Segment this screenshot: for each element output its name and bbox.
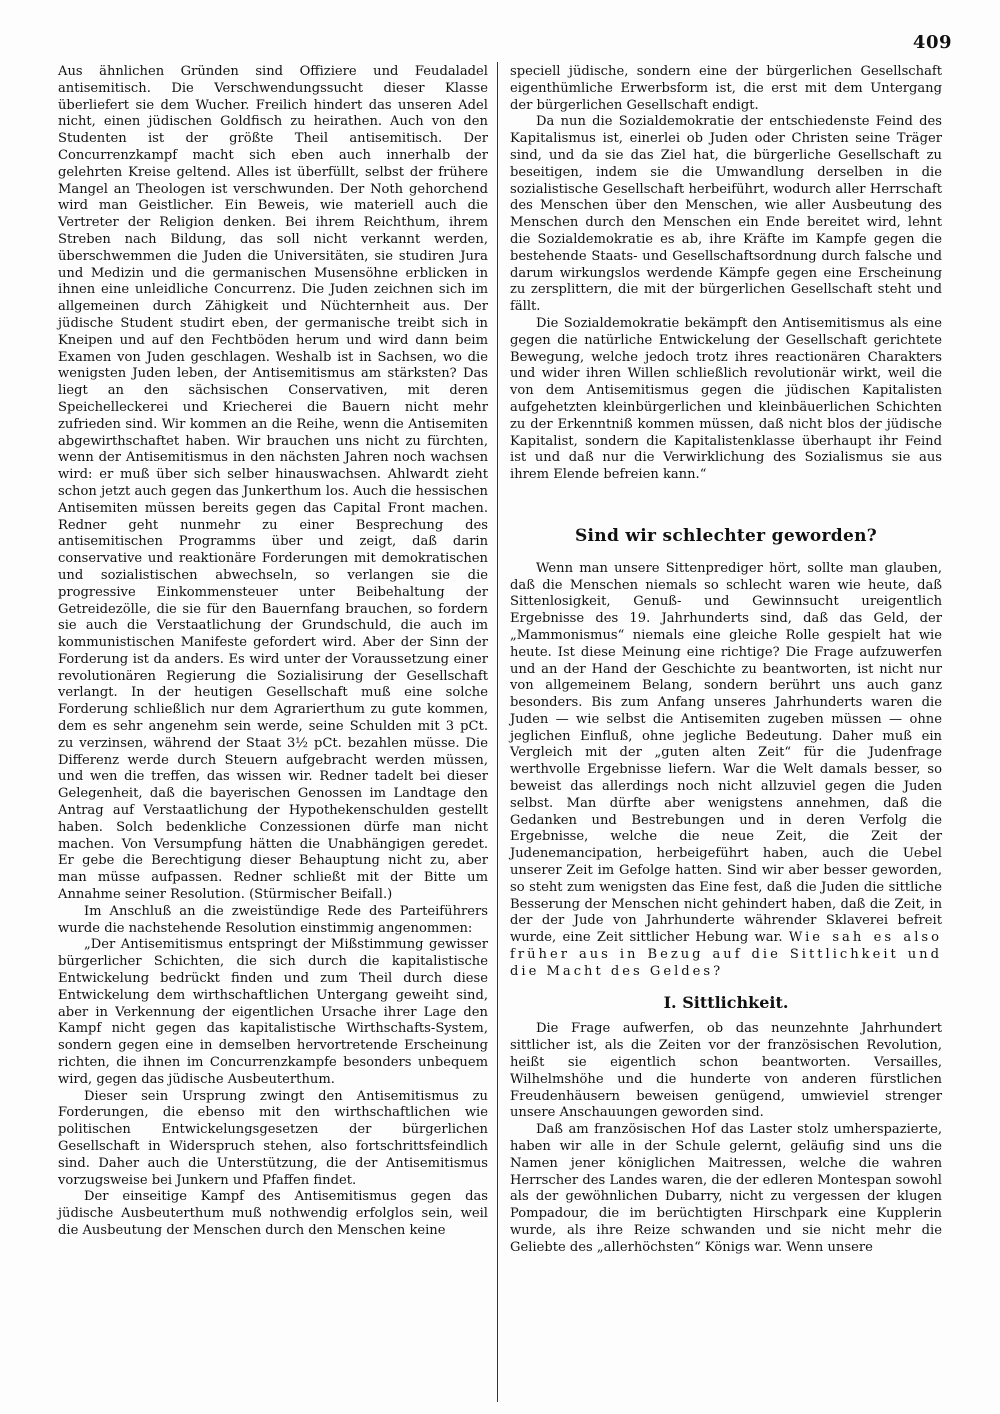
paragraph: Aus ähnlichen Gründen sind Offiziere und Feudaladel antisemitisch. Die Verschwendungssucht dieser Klasse überliefert sie dem Wucher. Freilich hindert das unseren Adel nicht, einen jüdischen Goldfisch zu heirathen. Auch von den Studenten ist der größte Theil antisemitisch. Der Concurrenzkampf macht sich eben auch innerhalb der gelehrten Kreise geltend. Alles ist überfüllt, selbst der frühere Mangel an Theologen ist verschwunden. Der Noth gehorchend wird man Geistlicher. Ein Beweis, wie materiell auch die Vertreter der Religion denken. Bei ihrem Reichthum, ihrem Streben nach Bildung, das soll nicht verkannt werden, überschwemmen die Juden die Universitäten, sie studiren Jura und Medizin und die germanischen Musensöhne erblicken in ihnen eine unleidliche Concurrenz. Die Juden zeichnen sich im allgemeinen durch Zähigkeit und Nüchternheit aus. Der jüdische Student studirt eben, der germanische treibt sich in Kneipen und auf den Fechtböden herum und wird dann beim Examen von Juden geschlagen. Weshalb ist in Sachsen, wo die wenigsten Juden leben, der Antisemitismus am stärksten? Das liegt an den sächsischen Conservativen, mit deren Speichelleckerei und Kriecherei die Bauern nicht mehr zufrieden sind. Wir kommen an die Reihe, wenn die Antisemiten abgewirthschaftet haben. Wir brauchen uns nicht zu fürchten, wenn der Antisemitismus in den nächsten Jahren noch wachsen wird: er muß über sich selber hinauswachsen. Ahlwardt zieht schon jetzt auch gegen das Junkerthum los. Auch die hessischen Antisemiten müssen bereits gegen das Capital Front machen. Redner geht nunmehr zu einer Besprechung des antisemitischen Programms über und zeigt, daß darin conservative und reaktionäre Forderungen mit demokratischen und sozialistischen abwechseln, so verlangen sie die progressive Einkommensteuer unter Beibehaltung der Getreidezölle, die sie für den Bauernfang brauchen, so fordern sie auch die Verstaatlichung der Grundschuld, die auch im kommunistischen Manifeste gefordert wird. Aber der Sinn der Forderung ist da anders. Es wird unter der Voraussetzung einer revolutionären Regierung die Sozialisirung der Gesellschaft verlangt. In der heutigen Gesellschaft muß eine solche Forderung schließlich nur dem Agrarierthum zu gute kommen, dem es sehr angenehm sein werde, seine Schulden mit 3 pCt. zu verzinsen, während der Staat 3½ pCt. bezahlen müsse. Die Differenz werde durch Steuern aufgebracht werden müssen, und wen die treffen, das wissen wir. Redner tadelt bei dieser Gelegenheit, daß die bayerischen Genossen im Landtage den Antrag auf Verstaatlichung der Hypothekenschulden gestellt haben. Solch bedenkliche Conzessionen dürfe man nicht machen. Von Versumpfung hätten die Unabhängigen geredet. Er gebe die Berechtigung dieser Behauptung nicht zu, aber man müsse aufpassen. Redner schließt mit der Bitte um Annahme seiner Resolution. (Stürmischer Beifall.) xyxy=(58,64,488,903)
article-paragraph: Die Frage aufwerfen, ob das neunzehnte Jahrhundert sittlicher ist, als die Zeiten vor der französischen Revolution, heißt sie eigentlich schon beantworten. Versailles, Wilhelmshöhe und die hunderte von anderen fürstlichen Freudenhäusern beweisen genügend, umwieviel strenger unsere Anschauungen geworden sind. xyxy=(510,1021,942,1121)
page-number: 409 xyxy=(912,32,952,53)
spaced-emphasis-text: Wie sah es also früher aus in Bezug auf die Sittlichkeit und die Macht des Geldes? xyxy=(510,930,942,979)
article-heading: Sind wir schlechter geworden? xyxy=(574,525,878,546)
section-heading: I. Sittlichkeit. xyxy=(663,992,789,1012)
paragraph-text: Wenn man unsere Sittenprediger hört, sollte man glauben, daß die Menschen niemals so schlecht waren wie heute, daß Sittenlosigkeit, Genuß- und Gewinnsucht ureigentlich Ergebnisse des 19. Jahrhunderts sind, daß das Geld, der „Mammonismus“ niemals eine gleiche Rolle gespielt hat wie heute. Ist diese Meinung eine richtige? Die Frage aufzuwerfen und an der Hand der Geschichte zu beantworten, ist nicht nur von allgemeinem Belang, sondern berührt uns auch ganz besonders. Bis zum Anfang unseres Jahrhunderts waren die Juden — wie selbst die Antisemiten zugeben müssen — ohne jeglichen Einfluß, ohne jegliche Bedeutung. Daher muß ein Vergleich mit der „guten alten Zeit“ für die Judenfrage werthvolle Ergebnisse liefern. War die Welt damals besser, so beweist das allerdings noch nicht allzuviel gegen die Juden selbst. Man dürfte aber wenigstens annehmen, daß die Gedanken und Bestrebungen und in deren Verfolg die Ergebnisse, welche die neue Zeit, die Zeit der Judenemancipation, herbeigeführt haben, auch die Uebel unserer Zeit im Gefolge hatten. Sind wir aber besser geworden, so steht zum wenigsten das Eine fest, daß die Juden die sittliche Besserung der Menschen nicht gehindert haben, daß die Zeit, in der der Jude von Jahrhunderte währender Sklaverei befreit wurde, eine Zeit sittlicher Hebung war. xyxy=(510,560,942,946)
column-divider xyxy=(497,62,498,1402)
resolution-paragraph: „Der Antisemitismus entspringt der Mißstimmung gewisser bürgerlicher Schichten, die sich durch die kapitalistische Entwickelung bedrückt finden und zum Theil durch diese Entwickelung dem wirthschaftlichen Untergang geweiht sind, aber in Verkennung der eigentlichen Ursache ihrer Lage den Kampf nicht gegen das kapitalistische Wirthschafts-System, sondern gegen eine in demselben hervortretende Erscheinung richten, die ihnen im Concurrenzkampfe besonders unbequem wird, gegen das jüdische Ausbeuterthum. xyxy=(58,937,488,1087)
article-paragraph: Daß am französischen Hof das Laster stolz umherspazierte, haben wir alle in der Schule gelernt, geläufig sind uns die Namen jener königlichen Maitressen, welche die wahren Herrscher des Landes waren, die der edleren Montespan sowohl als der gewöhnlichen Dubarry, nicht zu vergessen der klugen Pompadour, die im berüchtigten Hirschpark eine Kupplerin wurde, als ihre Reize schwanden und sie nicht mehr die Geliebte des „allerhöchsten“ Königs war. Wenn unsere xyxy=(510,1122,942,1255)
resolution-paragraph: speciell jüdische, sondern eine der bürgerlichen Gesellschaft eigenthümliche Erwerbsform ist, die erst mit dem Untergang der bürgerlichen Gesellschaft endigt. xyxy=(510,64,942,113)
right-column xyxy=(510,64,942,1257)
left-column xyxy=(58,64,488,1240)
resolution-paragraph: Der einseitige Kampf des Antisemitismus gegen das jüdische Ausbeuterthum muß nothwendig erfolglos sein, weil die Ausbeutung der Menschen durch den Menschen keine xyxy=(58,1189,488,1238)
resolution-paragraph: Dieser sein Ursprung zwingt den Antisemitismus zu Forderungen, die ebenso mit den wirthschaftlichen wie politischen Entwickelungsgesetzen der bürgerlichen Gesellschaft in Widerspruch stehen, also fortschrittsfeindlich sind. Daher auch die Unterstützung, die der Antisemitismus vorzugsweise bei Junkern und Pfaffen findet. xyxy=(58,1088,488,1188)
article-paragraph xyxy=(510,561,942,981)
paragraph: Im Anschluß an die zweistündige Rede des Parteiführers wurde die nachstehende Resolution einstimmig angenommen: xyxy=(58,903,488,936)
resolution-paragraph: Da nun die Sozialdemokratie der entschiedenste Feind des Kapitalismus ist, einerlei ob Juden oder Christen seine Träger sind, und da sie das Ziel hat, die bürgerliche Gesellschaft zu beseitigen, indem sie die Umwandlung derselben in die sozialistische Gesellschaft herbeiführt, wodurch aller Herrschaft des Menschen über den Menschen, wie aller Ausbeutung des Menschen durch den Menschen ein Ende bereitet wird, lehnt die Sozialdemokratie es ab, ihre Kräfte im Kampfe gegen die bestehende Staats- und Gesellschaftsordnung durch falsche und darum wirkungslos werdende Kämpfe gegen eine Erscheinung zu zersplittern, die mit der bürgerlichen Gesellschaft steht und fällt. xyxy=(510,114,942,315)
resolution-paragraph: Die Sozialdemokratie bekämpft den Antisemitismus als eine gegen die natürliche Entwickelung der Gesellschaft gerichtete Bewegung, welche jedoch trotz ihres reactionären Charakters und wider ihren Willen schließlich revolutionär wirkt, weil die von dem Antisemitismus gegen die jüdischen Kapitalisten aufgehetzten kleinbürgerlichen und kleinbäuerlichen Schichten zu der Erkenntniß kommen müssen, daß nicht blos der jüdische Kapitalist, sondern die Kapitalistenklasse überhaupt ihr Feind ist und daß nur die Verwirklichung des Sozialismus sie aus ihrem Elende befreien kann.“ xyxy=(510,315,942,483)
